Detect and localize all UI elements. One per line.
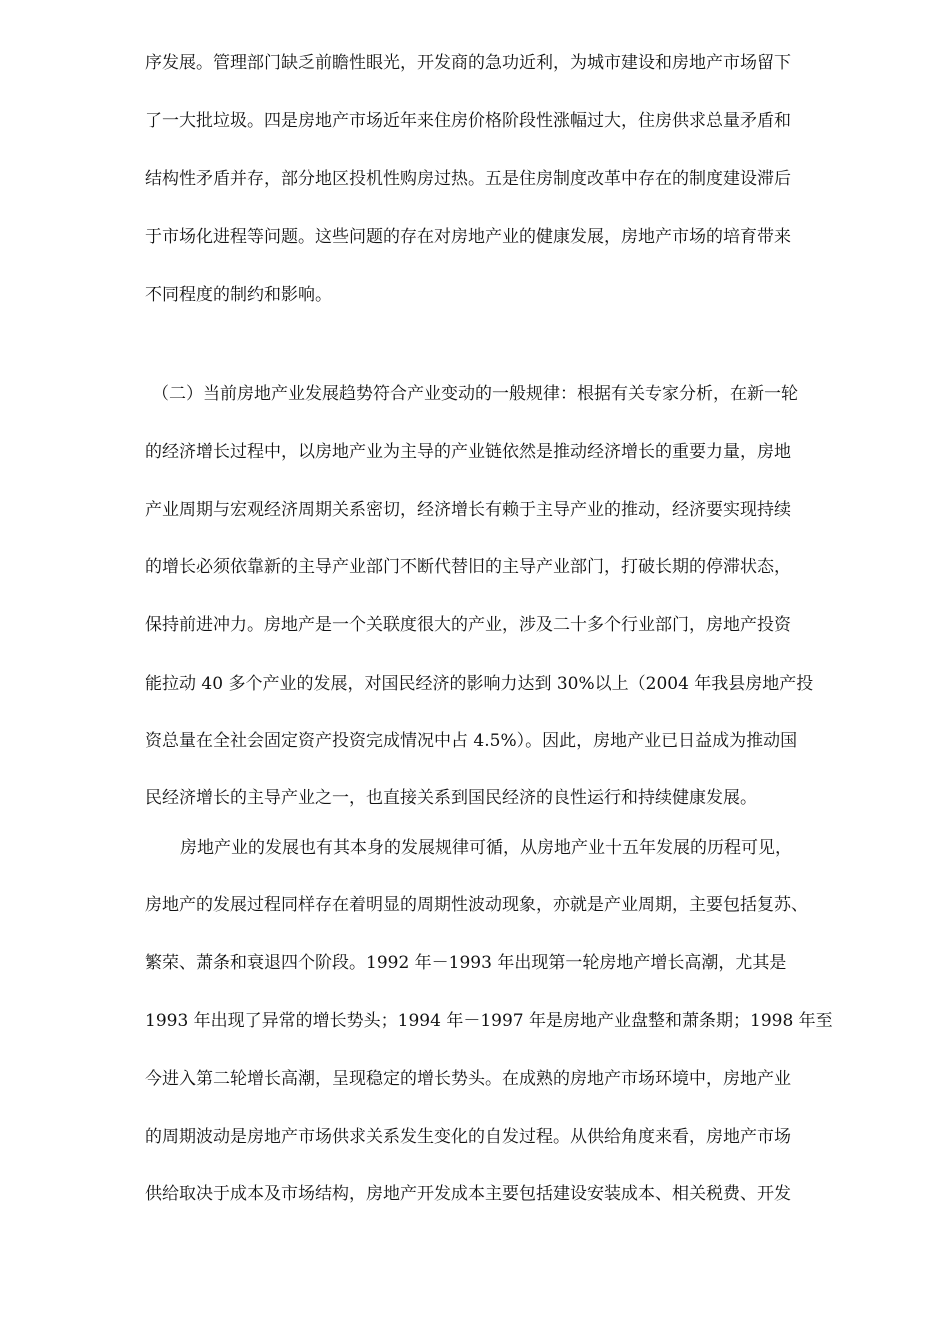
text-line: （二）当前房地产业发展趋势符合产业变动的一般规律：根据有关专家分析，在新一轮	[152, 384, 798, 404]
text-line: 房地产的发展过程同样存在着明显的周期性波动现象，亦就是产业周期，主要包括复苏、	[145, 895, 808, 915]
text-line: 结构性矛盾并存，部分地区投机性购房过热。五是住房制度改革中存在的制度建设滞后	[145, 169, 791, 189]
text-line: 不同程度的制约和影响。	[145, 285, 332, 305]
text-line: 供给取决于成本及市场结构，房地产开发成本主要包括建设安装成本、相关税费、开发	[145, 1184, 791, 1204]
text-line: 房地产业的发展也有其本身的发展规律可循，从房地产业十五年发展的历程可见，	[180, 838, 792, 858]
text-line: 的经济增长过程中，以房地产业为主导的产业链依然是推动经济增长的重要力量，房地	[145, 442, 791, 462]
text-line: 于市场化进程等问题。这些问题的存在对房地产业的健康发展，房地产市场的培育带来	[145, 227, 791, 247]
text-line: 繁荣、萧条和衰退四个阶段。1992 年－1993 年出现第一轮房地产增长高潮，尤其是	[145, 953, 787, 973]
text-line: 1993 年出现了异常的增长势头；1994 年－1997 年是房地产业盘整和萧条期；1998 年至	[145, 1011, 833, 1031]
text-line: 了一大批垃圾。四是房地产市场近年来住房价格阶段性涨幅过大，住房供求总量矛盾和	[145, 111, 791, 131]
text-line: 能拉动 40 多个产业的发展，对国民经济的影响力达到 30%以上（2004 年我县房地产投	[145, 674, 814, 694]
text-line: 序发展。管理部门缺乏前瞻性眼光，开发商的急功近利，为城市建设和房地产市场留下	[145, 53, 791, 73]
text-line: 保持前进冲力。房地产是一个关联度很大的产业，涉及二十多个行业部门，房地产投资	[145, 615, 791, 635]
text-line: 今进入第二轮增长高潮，呈现稳定的增长势头。在成熟的房地产市场环境中，房地产业	[145, 1069, 791, 1089]
text-line: 的周期波动是房地产市场供求关系发生变化的自发过程。从供给角度来看，房地产市场	[145, 1127, 791, 1147]
text-line: 资总量在全社会固定资产投资完成情况中占 4.5%）。因此，房地产业已日益成为推动国	[145, 731, 798, 751]
text-line: 产业周期与宏观经济周期关系密切，经济增长有赖于主导产业的推动，经济要实现持续	[145, 500, 791, 520]
text-line: 的增长必须依靠新的主导产业部门不断代替旧的主导产业部门，打破长期的停滞状态，	[145, 557, 791, 577]
text-line: 民经济增长的主导产业之一，也直接关系到国民经济的良性运行和持续健康发展。	[145, 788, 757, 808]
